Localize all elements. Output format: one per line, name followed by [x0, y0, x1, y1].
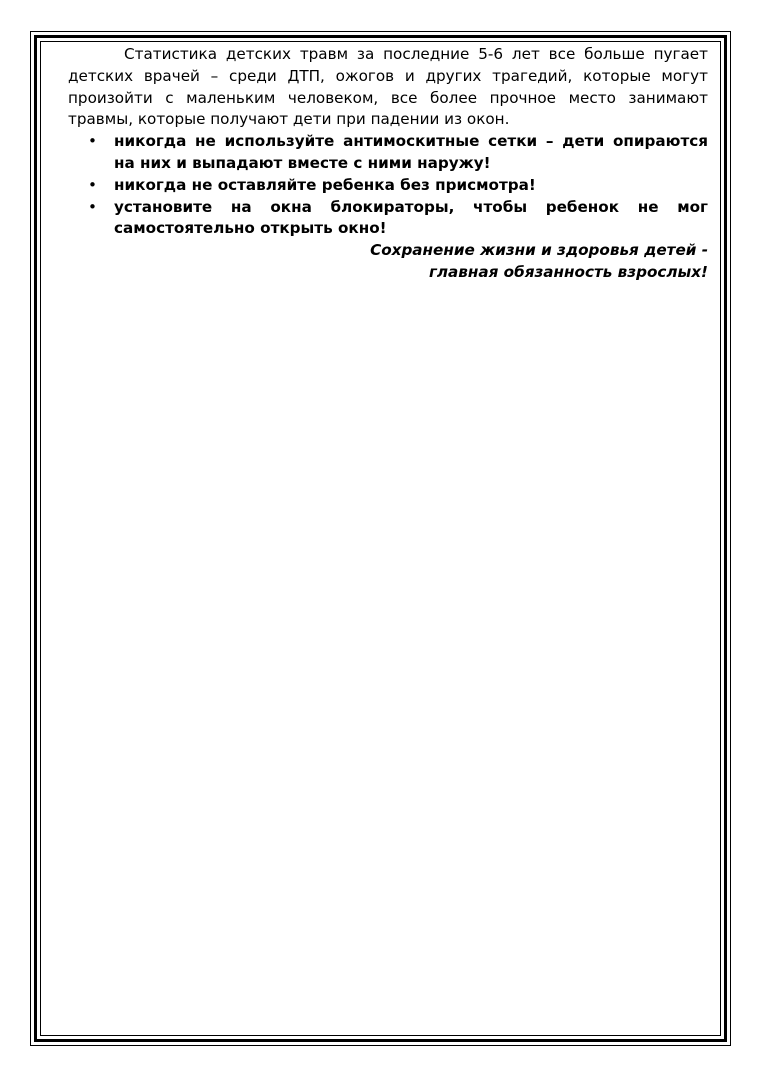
safety-tips-list	[68, 131, 708, 240]
bullet-icon: •	[88, 132, 97, 151]
document-body	[68, 44, 708, 284]
closing-line-2: главная обязанность взрослых!	[428, 262, 708, 281]
bullet-icon: •	[88, 175, 97, 194]
list-item	[68, 197, 708, 241]
closing-statement	[68, 240, 708, 284]
tip-text: установите на окна блокираторы, чтобы ребенок не мог самостоятельно открыть окно!	[114, 197, 708, 238]
closing-line-1: Сохранение жизни и здоровья детей -	[370, 241, 708, 260]
intro-paragraph: Статистика детских травм за последние 5-6 лет все больше пугает детских врачей – среди ДТП, ожогов и других трагедий, которые могут произойти с маленьким человеком, все более прочное место занимают травмы, которые получают дети при падении из окон.	[68, 45, 708, 129]
tip-text: никогда не оставляйте ребенка без присмотра!	[114, 175, 536, 194]
bullet-icon: •	[88, 197, 97, 216]
list-item	[68, 131, 708, 175]
list-item	[68, 175, 708, 197]
tip-text: никогда не используйте антимоскитные сетки – дети опираются на них и выпадают вместе с ними наружу!	[114, 132, 708, 172]
